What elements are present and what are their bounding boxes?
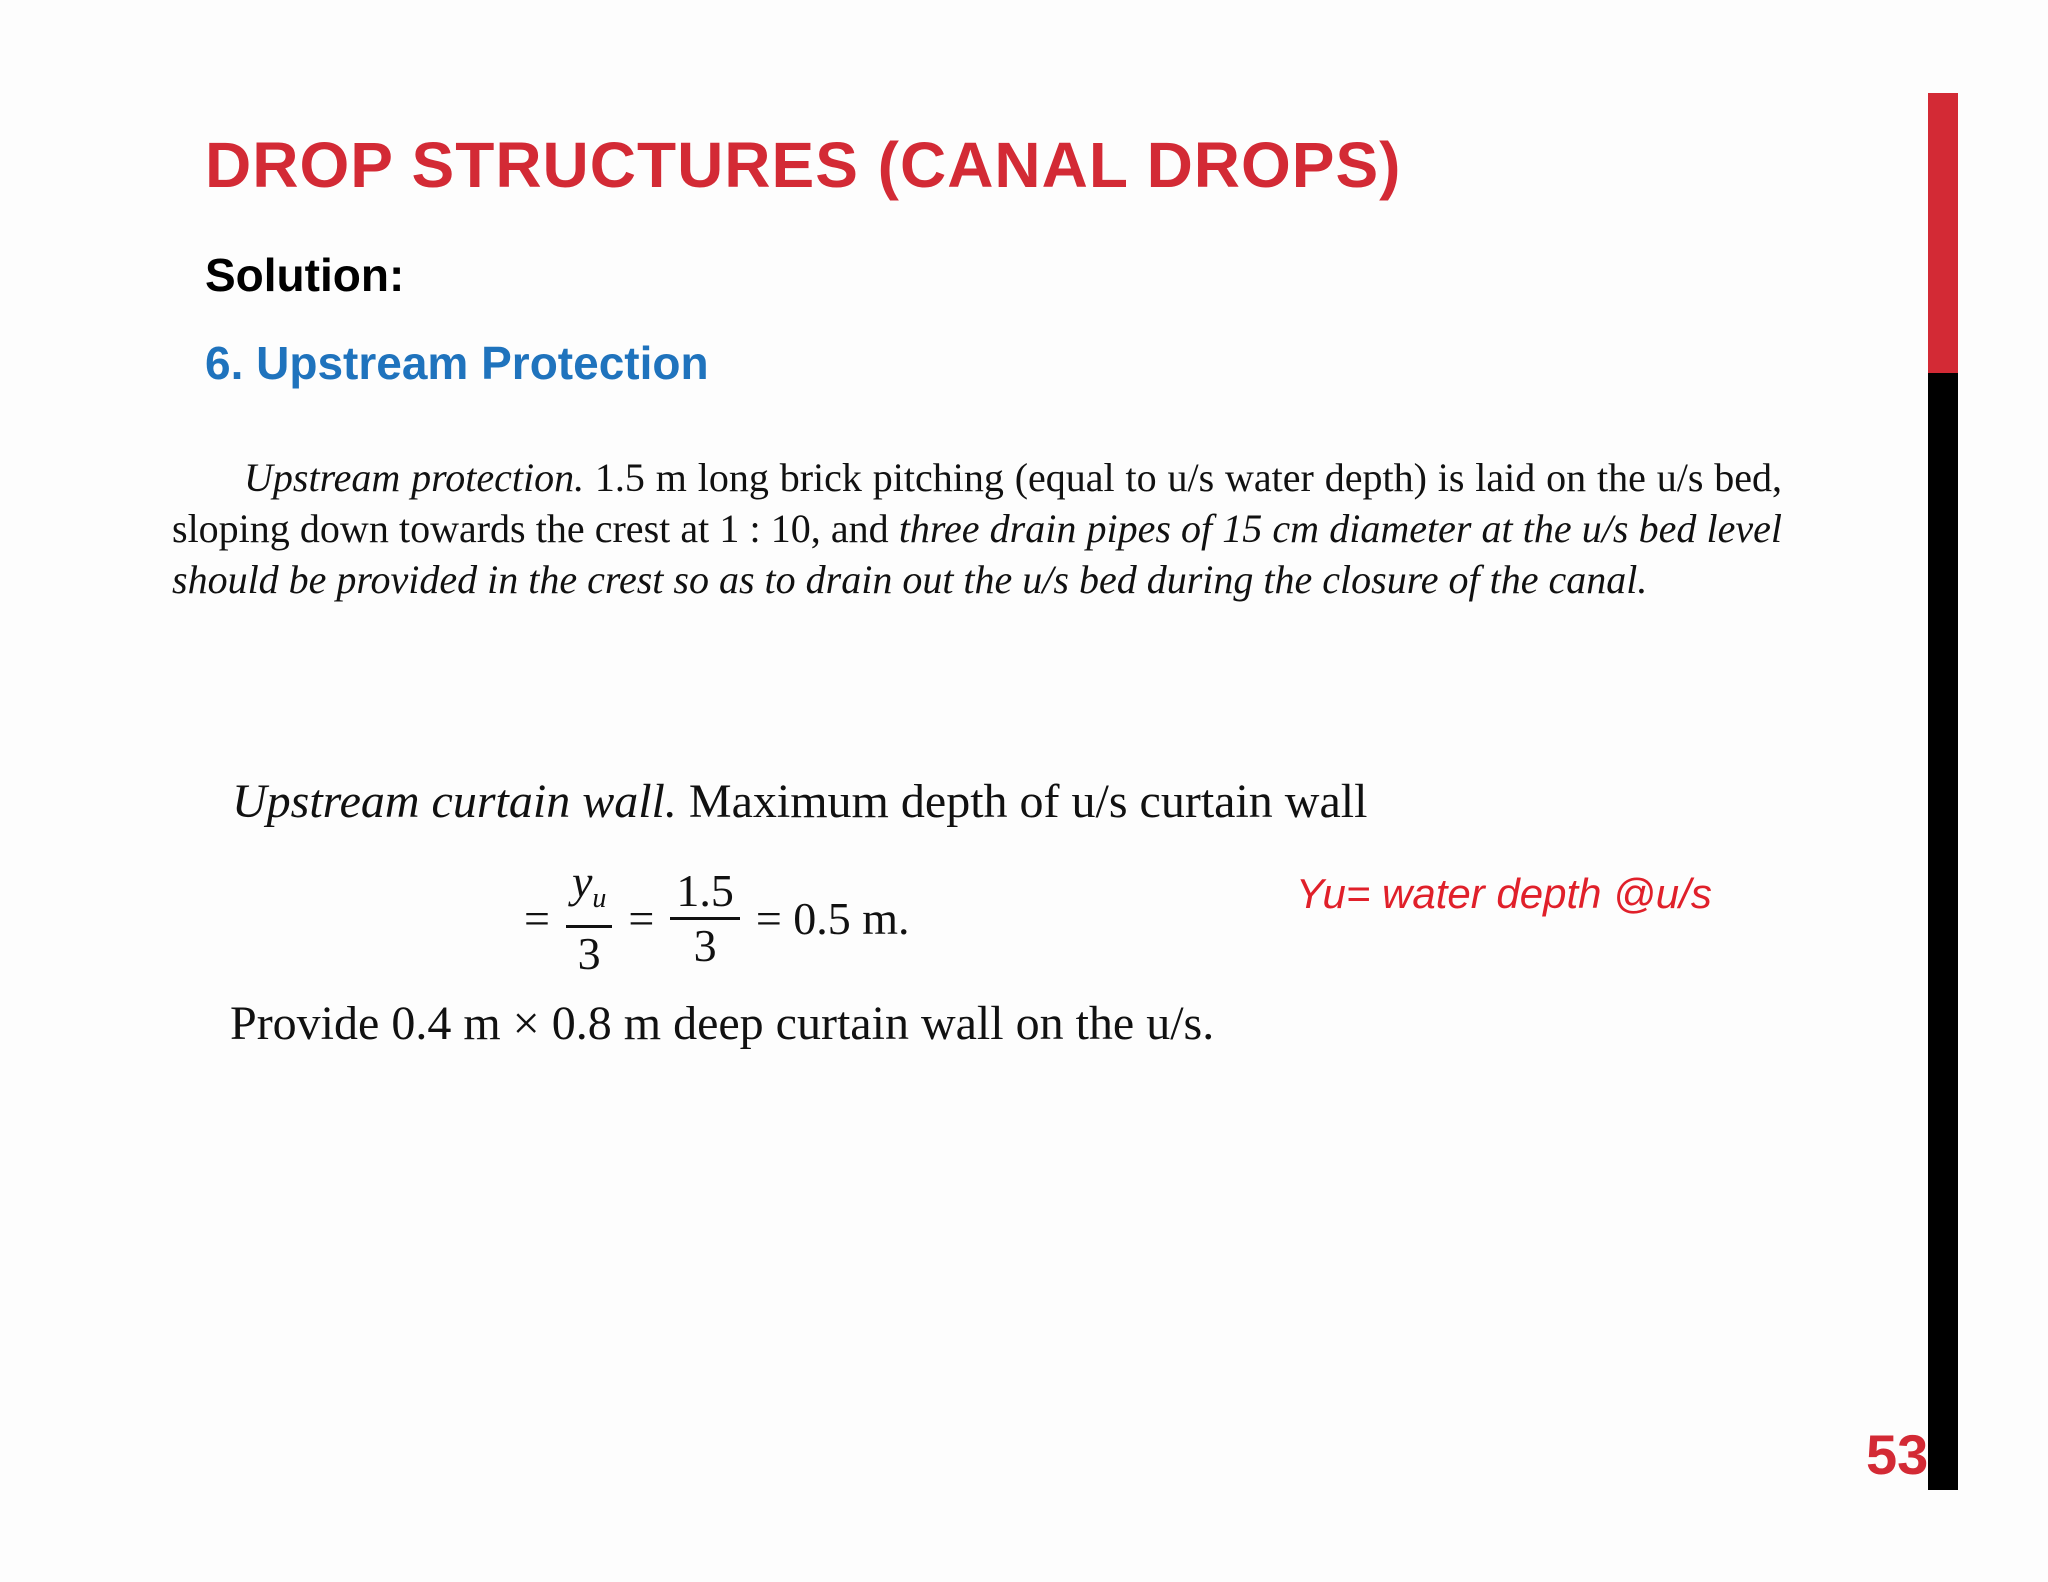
upstream-protection-paragraph	[172, 452, 1782, 605]
equation-result: = 0.5 m.	[755, 892, 910, 944]
fraction-denominator: 3	[693, 919, 717, 971]
accent-bar-red	[1928, 93, 1958, 373]
subscript-u: u	[592, 883, 607, 915]
fraction-denominator: 3	[577, 928, 601, 980]
page-number: 53	[1866, 1423, 1929, 1486]
paragraph-text: 1.5 m long brick pitching (equal to u/s water depth) is laid on the u/s bed, sloping down towards the crest at 1 : 10, and	[172, 455, 1783, 551]
paragraph-lead: Upstream protection.	[244, 455, 585, 500]
fraction-1-5-over-3	[670, 865, 740, 972]
paragraph-italic-text: three drain pipes of 15 cm diameter at the u/s bed level should be provided in the crest so as to drain out the u/s bed during the closure of the canal.	[172, 506, 1782, 602]
yu-annotation: Yu= water depth @u/s	[1296, 870, 1712, 917]
fraction-yu-over-3	[566, 856, 612, 980]
fraction-numerator	[566, 856, 612, 928]
fraction-numerator: 1.5	[670, 865, 740, 920]
accent-bar-black	[1928, 373, 1958, 1490]
variable-y: y	[571, 855, 593, 907]
curtain-text: Maximum depth of u/s curtain wall	[676, 775, 1368, 828]
provide-statement: Provide 0.4 m × 0.8 m deep curtain wall on the u/s.	[230, 997, 1215, 1050]
slide-title: DROP STRUCTURES (CANAL DROPS)	[205, 129, 1402, 201]
section-heading: 6. Upstream Protection	[205, 337, 709, 389]
curtain-wall-line	[232, 774, 1367, 829]
equals-sign: =	[628, 892, 655, 944]
solution-heading: Solution:	[205, 249, 405, 301]
curtain-depth-equation	[518, 855, 916, 980]
curtain-lead: Upstream curtain wall.	[232, 775, 677, 828]
equals-sign: =	[524, 892, 550, 944]
